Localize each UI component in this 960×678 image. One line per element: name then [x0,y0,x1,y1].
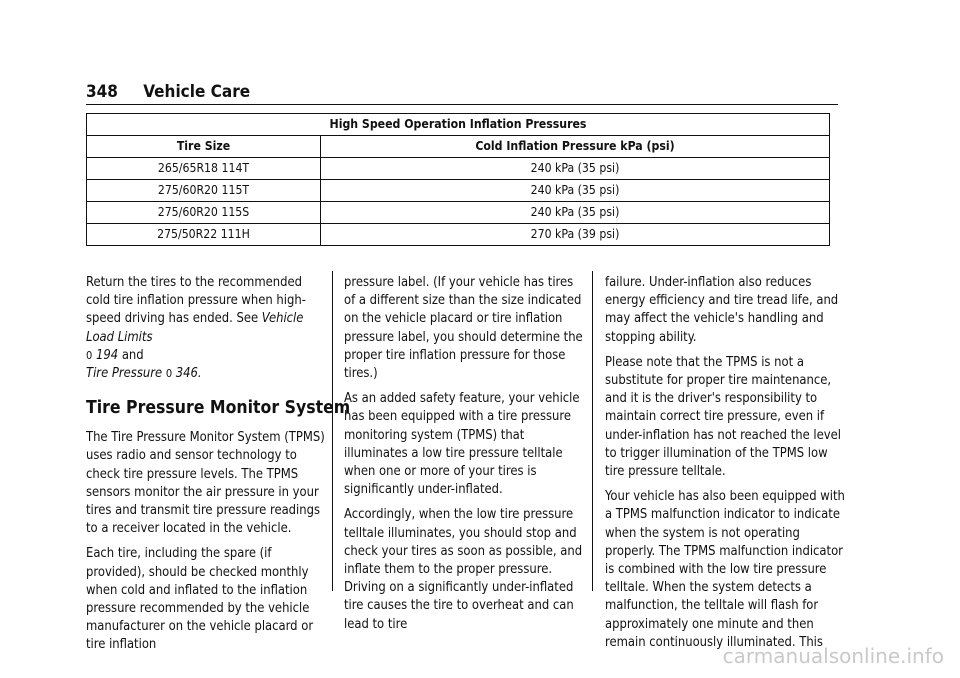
paragraph: pressure label. (If your vehicle has tires of a different size than the size indicated on the vehicle placard or tire inflation pressure label, you should determine the proper tire inflation pressure for those tires.) [344,275,583,382]
pressure-cell: 240 kPa (35 psi) [321,180,830,202]
pressure-cell: 240 kPa (35 psi) [321,158,830,180]
section-heading: Tire Pressure Monitor System [86,398,351,419]
paragraph: Accordingly, when the low tire pressure telltale illuminates, you should stop and check your tires as soon as possible, and inflate them to the proper pressure. Driving on a significantly under-inflated tire causes the tire to overheat and can lead to tire [344,507,583,632]
paragraph: The Tire Pressure Monitor System (TPMS) uses radio and sensor technology to check tire pressure levels. The TPMS sensors monitor the air pressure in your tires and transmit tire pressure readings to a receiver located in the vehicle. [86,430,325,537]
tire-size-cell: 275/50R22 111H [87,224,321,246]
page-header [86,82,250,102]
col-header-tire-size: Tire Size [87,136,321,158]
paragraph: As an added safety feature, your vehicle has been equipped with a tire pressure monitoring system (TPMS) that illuminates a low tire pressure telltale when one or more of your tires is significantly under-inflated. [344,391,580,498]
section-title: Vehicle Care [143,82,251,102]
paragraph: Each tire, including the spare (if provided), should be checked monthly when cold and inflated to the inflation pressure recommended by the vehicle manufacturer on the vehicle placard or tire inflation [86,546,314,653]
table-row [87,158,830,180]
table-row [87,224,830,246]
tire-size-cell: 265/65R18 114T [87,158,321,180]
column-divider [332,271,333,591]
table-row [87,180,830,202]
table-title: High Speed Operation Inflation Pressures [87,114,830,136]
tire-size-cell: 275/60R20 115T [87,180,321,202]
page-number: 348 [86,82,118,102]
header-rule [86,104,838,105]
paragraph: Your vehicle has also been equipped with a TPMS malfunction indicator to indicate when the system is not operating properly. The TPMS malfunction indicator is combined with the low tire pressure telltale. When the system detects a malfunction, the telltale will flash for approximately one minute and then remain continuously illuminated. This [605,489,845,650]
inflation-pressure-table [86,113,830,246]
pressure-cell: 270 kPa (39 psi) [321,224,830,246]
link-tire-pressure[interactable]: Tire Pressure 0 346. [86,366,202,382]
link-vehicle-load-limits[interactable]: Vehicle Load Limits 0 194 [86,311,304,363]
pressure-cell: 240 kPa (35 psi) [321,202,830,224]
paragraph: Return the tires to the recommended cold tire inflation pressure when high-speed driving has ended. See Vehicle Load Limits 0 194 and Tire Pressure 0 346. [86,275,306,382]
text-column-2 [344,274,584,641]
col-header-pressure: Cold Inflation Pressure kPa (psi) [321,136,830,158]
page-ref-arrow-icon: 0 [165,367,173,381]
page-ref-arrow-icon: 0 [86,348,93,362]
tire-size-cell: 275/60R20 115S [87,202,321,224]
text-column-1 [86,274,351,662]
text-column-3 [605,274,845,659]
paragraph: Please note that the TPMS is not a substitute for proper tire maintenance, and it is the driver's responsibility to maintain correct tire pressure, even if under-inflation has not reached the level to trigger illumination of the TPMS low tire pressure telltale. [605,354,842,480]
paragraph: failure. Under-inflation also reduces energy efficiency and tire tread life, and may affect the vehicle's handling and stopping ability. [605,275,839,345]
watermark: carmanualsonline.info [722,644,944,668]
column-divider [592,271,593,591]
table-row [87,202,830,224]
